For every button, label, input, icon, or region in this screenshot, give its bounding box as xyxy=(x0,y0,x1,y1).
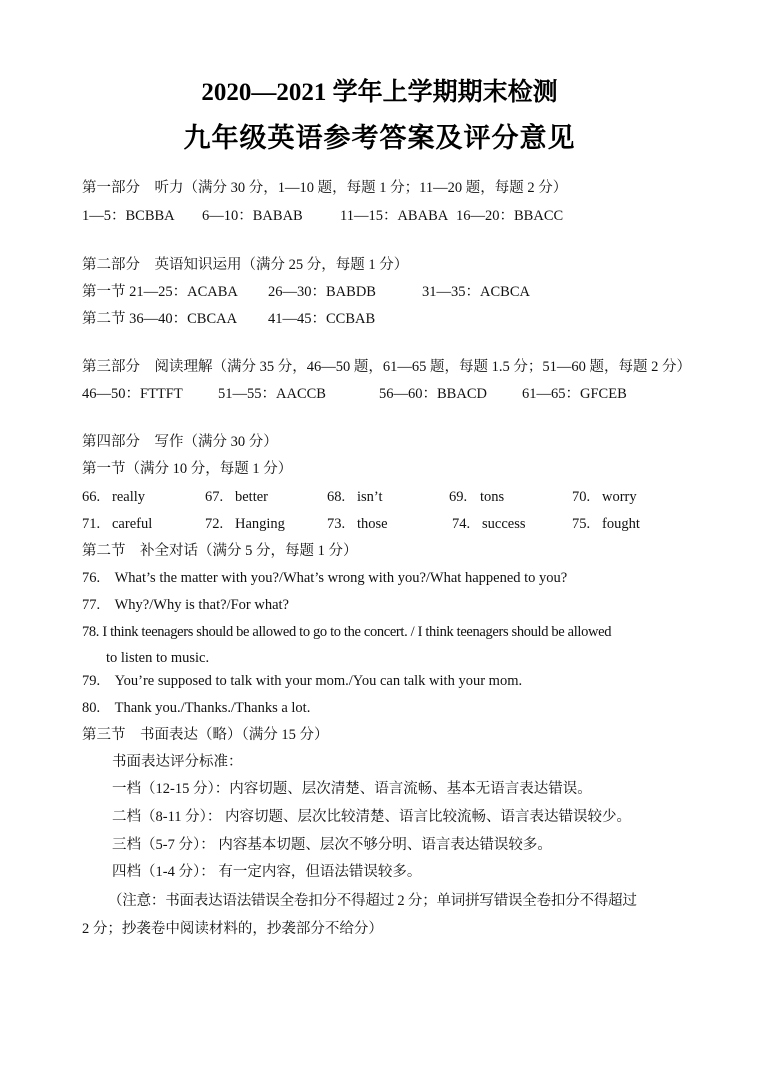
question-number: 74. xyxy=(452,516,471,532)
part4-heading: 第四部分 写作（满分 30 分） xyxy=(82,434,278,450)
criteria-item: 四档（1-4 分）： 有一定内容，但语法错误较多。 xyxy=(112,864,422,880)
criteria-title: 书面表达评分标准： xyxy=(112,754,243,770)
dialog-answer: 77. Why?/Why is that?/For what? xyxy=(82,597,289,613)
answer-group: 16—20：BBACC xyxy=(456,208,564,224)
question-number: 75. xyxy=(572,516,591,532)
word-answer: tons xyxy=(480,489,505,505)
answer-group: 31—35：ACBCA xyxy=(422,284,530,300)
dialog-answer: 79. You’re supposed to talk with your mom./You can talk with your mom. xyxy=(82,673,523,689)
word-answer: really xyxy=(112,489,146,505)
question-number: 72. xyxy=(205,516,224,532)
question-number: 68. xyxy=(327,489,346,505)
word-answer: careful xyxy=(112,516,153,532)
answer-group: 1—5：BCBBA xyxy=(82,208,175,224)
scoring-note-continued: 2 分；抄袭卷中阅读材料的，抄袭部分不给分） xyxy=(82,921,383,937)
part1-heading: 第一部分 听力（满分 30 分，1—10 题，每题 1 分；11—20 题，每题 2 分） xyxy=(82,180,568,196)
part4-section2-heading: 第二节 补全对话（满分 5 分，每题 1 分） xyxy=(82,543,358,559)
page-title: 2020—2021 学年上学期期末检测 xyxy=(201,79,558,106)
answer-group: 46—50：FTTFT xyxy=(82,386,183,402)
answer-group: 61—65：GFCEB xyxy=(522,386,627,402)
answer-group: 6—10：BABAB xyxy=(202,208,303,224)
answer-group: 56—60：BBACD xyxy=(379,386,487,402)
answer-group: 26—30：BABDB xyxy=(268,284,376,300)
part2-heading: 第二部分 英语知识运用（满分 25 分，每题 1 分） xyxy=(82,257,409,273)
question-number: 73. xyxy=(327,516,346,532)
word-answer: isn’t xyxy=(357,489,383,505)
answer-group: 11—15：ABABA xyxy=(340,208,449,224)
part4-section1-heading: 第一节（满分 10 分，每题 1 分） xyxy=(82,461,293,477)
section-label: 第一节 21—25：ACABA xyxy=(82,284,238,300)
word-answer: better xyxy=(235,489,269,505)
dialog-answer: 78. I think teenagers should be allowed to go to the concert. / I think teenagers should be allowed xyxy=(82,624,612,640)
part3-heading: 第三部分 阅读理解（满分 35 分，46—50 题，61—65 题，每题 1.5 分；51—60 题，每题 2 分） xyxy=(82,359,691,375)
part4-section3-heading: 第三节 书面表达（略）（满分 15 分） xyxy=(82,727,329,743)
word-answer: Hanging xyxy=(235,516,285,532)
word-answer: success xyxy=(482,516,526,532)
dialog-answer-continued: to listen to music. xyxy=(106,650,210,666)
question-number: 66. xyxy=(82,489,101,505)
word-answer: worry xyxy=(602,489,637,505)
question-number: 69. xyxy=(449,489,468,505)
dialog-answer: 76. What’s the matter with you?/What’s wrong with you?/What happened to you? xyxy=(82,570,568,586)
answer-group: 51—55：AACCB xyxy=(218,386,326,402)
scoring-note: （注意：书面表达语法错误全卷扣分不得超过 2 分；单词拼写错误全卷扣分不得超过 xyxy=(108,893,637,909)
page-subtitle: 九年级英语参考答案及评分意见 xyxy=(183,123,576,153)
word-answer: fought xyxy=(602,516,640,532)
word-answer: those xyxy=(357,516,388,532)
question-number: 67. xyxy=(205,489,224,505)
criteria-item: 三档（5-7 分）： 内容基本切题、层次不够分明、语言表达错误较多。 xyxy=(112,837,552,853)
dialog-answer: 80. Thank you./Thanks./Thanks a lot. xyxy=(82,700,311,716)
answer-group: 41—45：CCBAB xyxy=(268,311,376,327)
question-number: 70. xyxy=(572,489,591,505)
criteria-item: 二档（8-11 分）： 内容切题、层次比较清楚、语言比较流畅、语言表达错误较少。 xyxy=(112,809,632,825)
criteria-item: 一档（12-15 分）：内容切题、层次清楚、语言流畅、基本无语言表达错误。 xyxy=(112,781,592,797)
question-number: 71. xyxy=(82,516,101,532)
section-label: 第二节 36—40：CBCAA xyxy=(82,311,238,327)
